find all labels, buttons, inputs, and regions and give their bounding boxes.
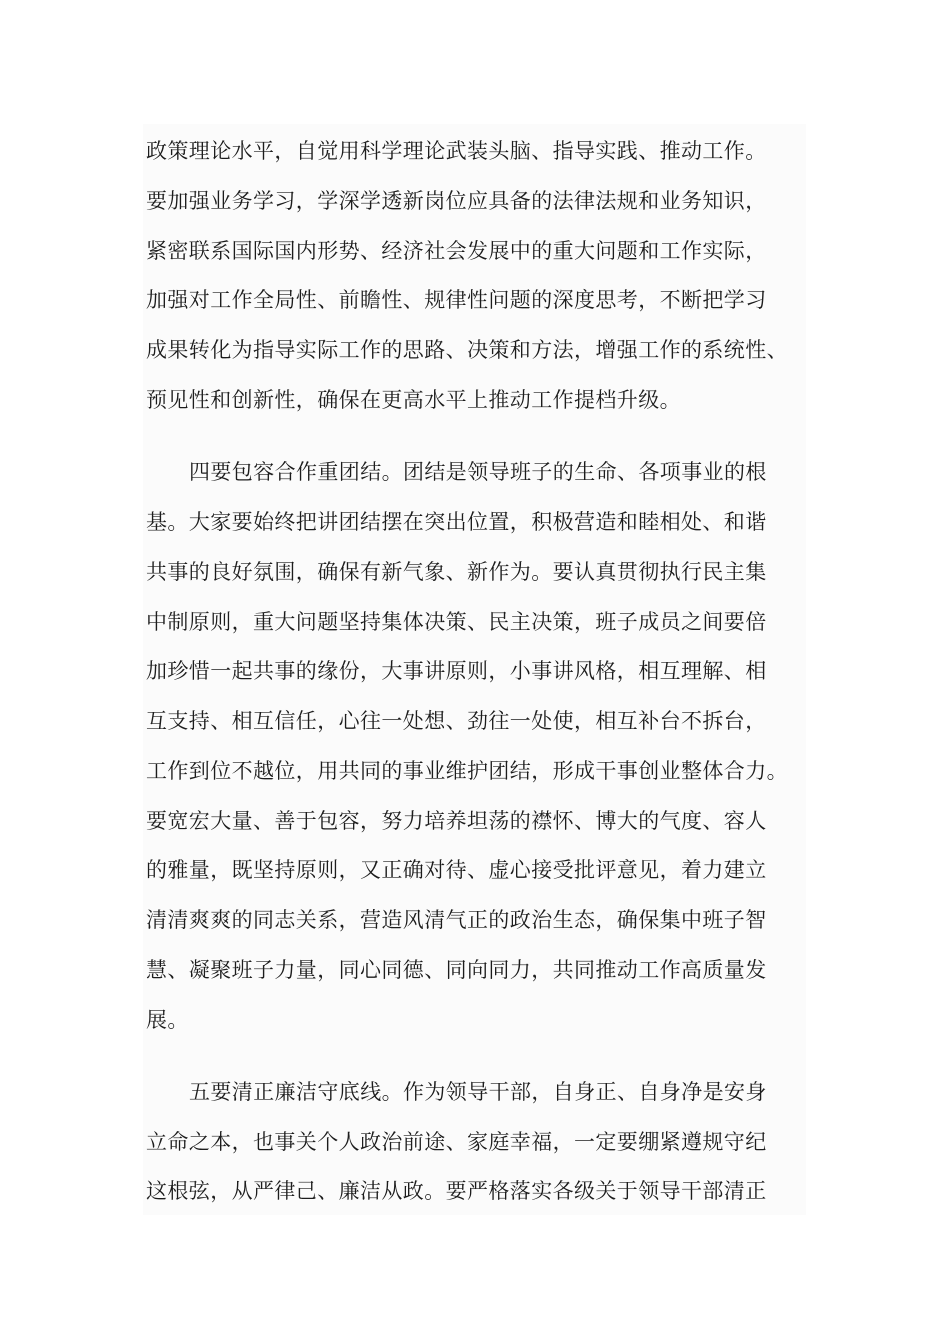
paragraph-1-line-2: 要加强业务学习，学深学透新岗位应具备的法律法规和业务知识，: [146, 189, 767, 213]
paragraph-2-line-6: 互支持、相互信任，心往一处想、劲往一处使，相互补台不拆台，: [146, 709, 767, 733]
paragraph-2-line-1: 四要包容合作重团结。团结是领导班子的生命、各项事业的根: [189, 460, 767, 484]
paragraph-1-line-3: 紧密联系国际国内形势、经济社会发展中的重大问题和工作实际，: [146, 239, 767, 263]
paragraph-2-line-10: 清清爽爽的同志关系，营造风清气正的政治生态，确保集中班子智: [146, 908, 767, 932]
paragraph-3-line-2: 立命之本，也事关个人政治前途、家庭幸福，一定要绷紧遵规守纪: [146, 1130, 767, 1154]
paragraph-2-line-12: 展。: [146, 1008, 189, 1032]
paragraph-2-line-3: 共事的良好氛围，确保有新气象、新作为。要认真贯彻执行民主集: [146, 560, 767, 584]
paragraph-2-line-11: 慧、凝聚班子力量，同心同德、同向同力，共同推动工作高质量发: [146, 958, 767, 982]
paragraph-2-line-4: 中制原则，重大问题坚持集体决策、民主决策，班子成员之间要倍: [146, 610, 767, 634]
paragraph-2-line-5: 加珍惜一起共事的缘份，大事讲原则，小事讲风格，相互理解、相: [146, 659, 767, 683]
paragraph-2-line-8: 要宽宏大量、善于包容，努力培养坦荡的襟怀、博大的气度、容人: [146, 809, 767, 833]
paragraph-1-line-1: 政策理论水平，自觉用科学理论武装头脑、指导实践、推动工作。: [146, 139, 767, 163]
paragraph-3-line-3: 这根弦，从严律己、廉洁从政。要严格落实各级关于领导干部清正: [146, 1179, 767, 1203]
paragraph-1-line-5: 成果转化为指导实际工作的思路、决策和方法，增强工作的系统性、: [146, 338, 788, 362]
paragraph-3-line-1: 五要清正廉洁守底线。作为领导干部，自身正、自身净是安身: [189, 1080, 767, 1104]
paragraph-2-line-9: 的雅量，既坚持原则，又正确对待、虚心接受批评意见，着力建立: [146, 858, 767, 882]
paragraph-2-line-2: 基。大家要始终把讲团结摆在突出位置，积极营造和睦相处、和谐: [146, 510, 767, 534]
paragraph-1-line-4: 加强对工作全局性、前瞻性、规律性问题的深度思考，不断把学习: [146, 288, 767, 312]
paragraph-2-line-7: 工作到位不越位，用共同的事业维护团结，形成干事创业整体合力。: [146, 759, 788, 783]
paragraph-1-line-6: 预见性和创新性，确保在更高水平上推动工作提档升级。: [146, 388, 681, 412]
